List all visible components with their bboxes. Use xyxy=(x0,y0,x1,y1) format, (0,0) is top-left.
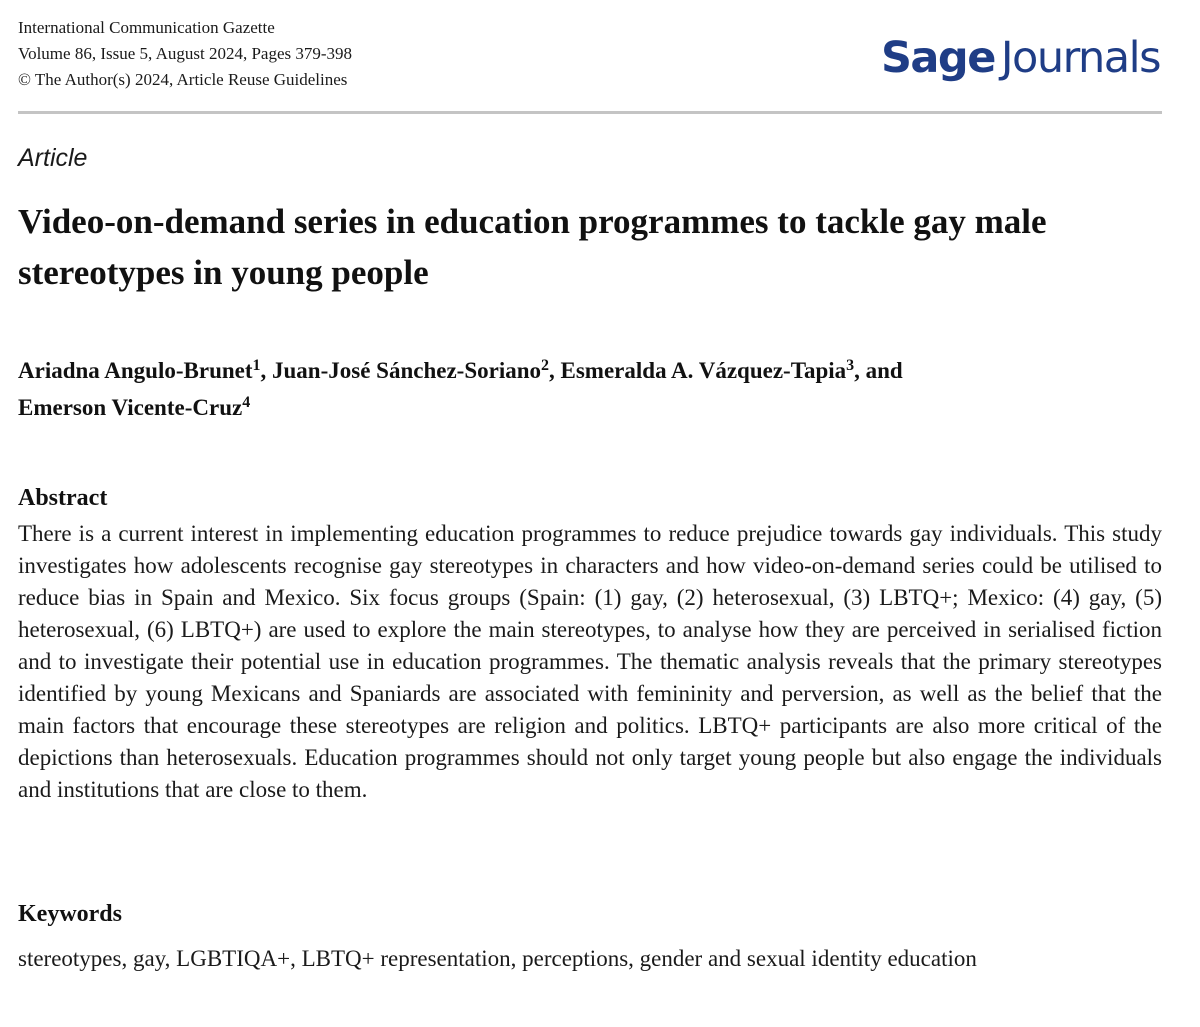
abstract-heading: Abstract xyxy=(18,485,108,511)
author-name: Ariadna Angulo-Brunet xyxy=(18,358,253,383)
keywords-heading: Keywords xyxy=(18,901,122,927)
author-name: Juan-José Sánchez-Soriano xyxy=(272,358,542,383)
header-divider xyxy=(18,111,1162,114)
author-separator: , and xyxy=(854,358,903,383)
keywords-text: stereotypes, gay, LGBTIQA+, LBTQ+ representation, perceptions, gender and sexual identity education xyxy=(18,946,977,971)
author-affiliation-marker: 3 xyxy=(846,357,855,374)
author-name: Esmeralda A. Vázquez-Tapia xyxy=(560,358,847,383)
journal-name: International Communication Gazette xyxy=(18,18,275,37)
author-separator: , xyxy=(549,358,561,383)
journal-info xyxy=(18,15,352,93)
author-affiliation-marker: 2 xyxy=(541,357,550,374)
author-list xyxy=(18,352,1162,426)
author-separator: , xyxy=(260,358,273,383)
issue-line: Volume 86, Issue 5, August 2024, Pages 379-398 xyxy=(18,44,353,63)
logo-sage-text: Sage xyxy=(880,33,995,83)
abstract-text: There is a current interest in implementing education programmes to reduce prejudice towards gay individuals. This study investigates how adolescents recognise gay stereotypes in characters and how video-on-demand series could be utilised to reduce bias in Spain and Mexico. Six focus groups (Spain: (1) gay, (2) heterosexual, (3) LBTQ+; Mexico: (4) gay, (5) heterosexual, (6) LBTQ+) are used to explore the main stereotypes, to analyse how they are perceived in serialised fiction and to investigate their potential use in education programmes. The thematic analysis reveals that the primary stereotypes identified by young Mexicans and Spaniards are associated with femininity and perversion, as well as the belief that the main factors that encourage these stereotypes are religion and politics. LBTQ+ participants are also more critical of the depictions than heterosexuals. Education programmes should not only target young people but also engage the individuals and institutions that are close to them. xyxy=(18,521,1162,802)
article-type-label: Article xyxy=(18,144,88,172)
author-affiliation-marker: 4 xyxy=(242,394,251,411)
sage-journals-logo xyxy=(881,32,1160,84)
author-name: Emerson Vicente-Cruz xyxy=(18,395,243,420)
rights-line: © The Author(s) 2024, Article Reuse Guidelines xyxy=(18,70,348,89)
article-title: Video-on-demand series in education programmes to tackle gay male stereotypes in young people xyxy=(18,202,1047,292)
author-affiliation-marker: 1 xyxy=(252,357,261,374)
logo-journals-text: Journals xyxy=(1000,33,1160,83)
